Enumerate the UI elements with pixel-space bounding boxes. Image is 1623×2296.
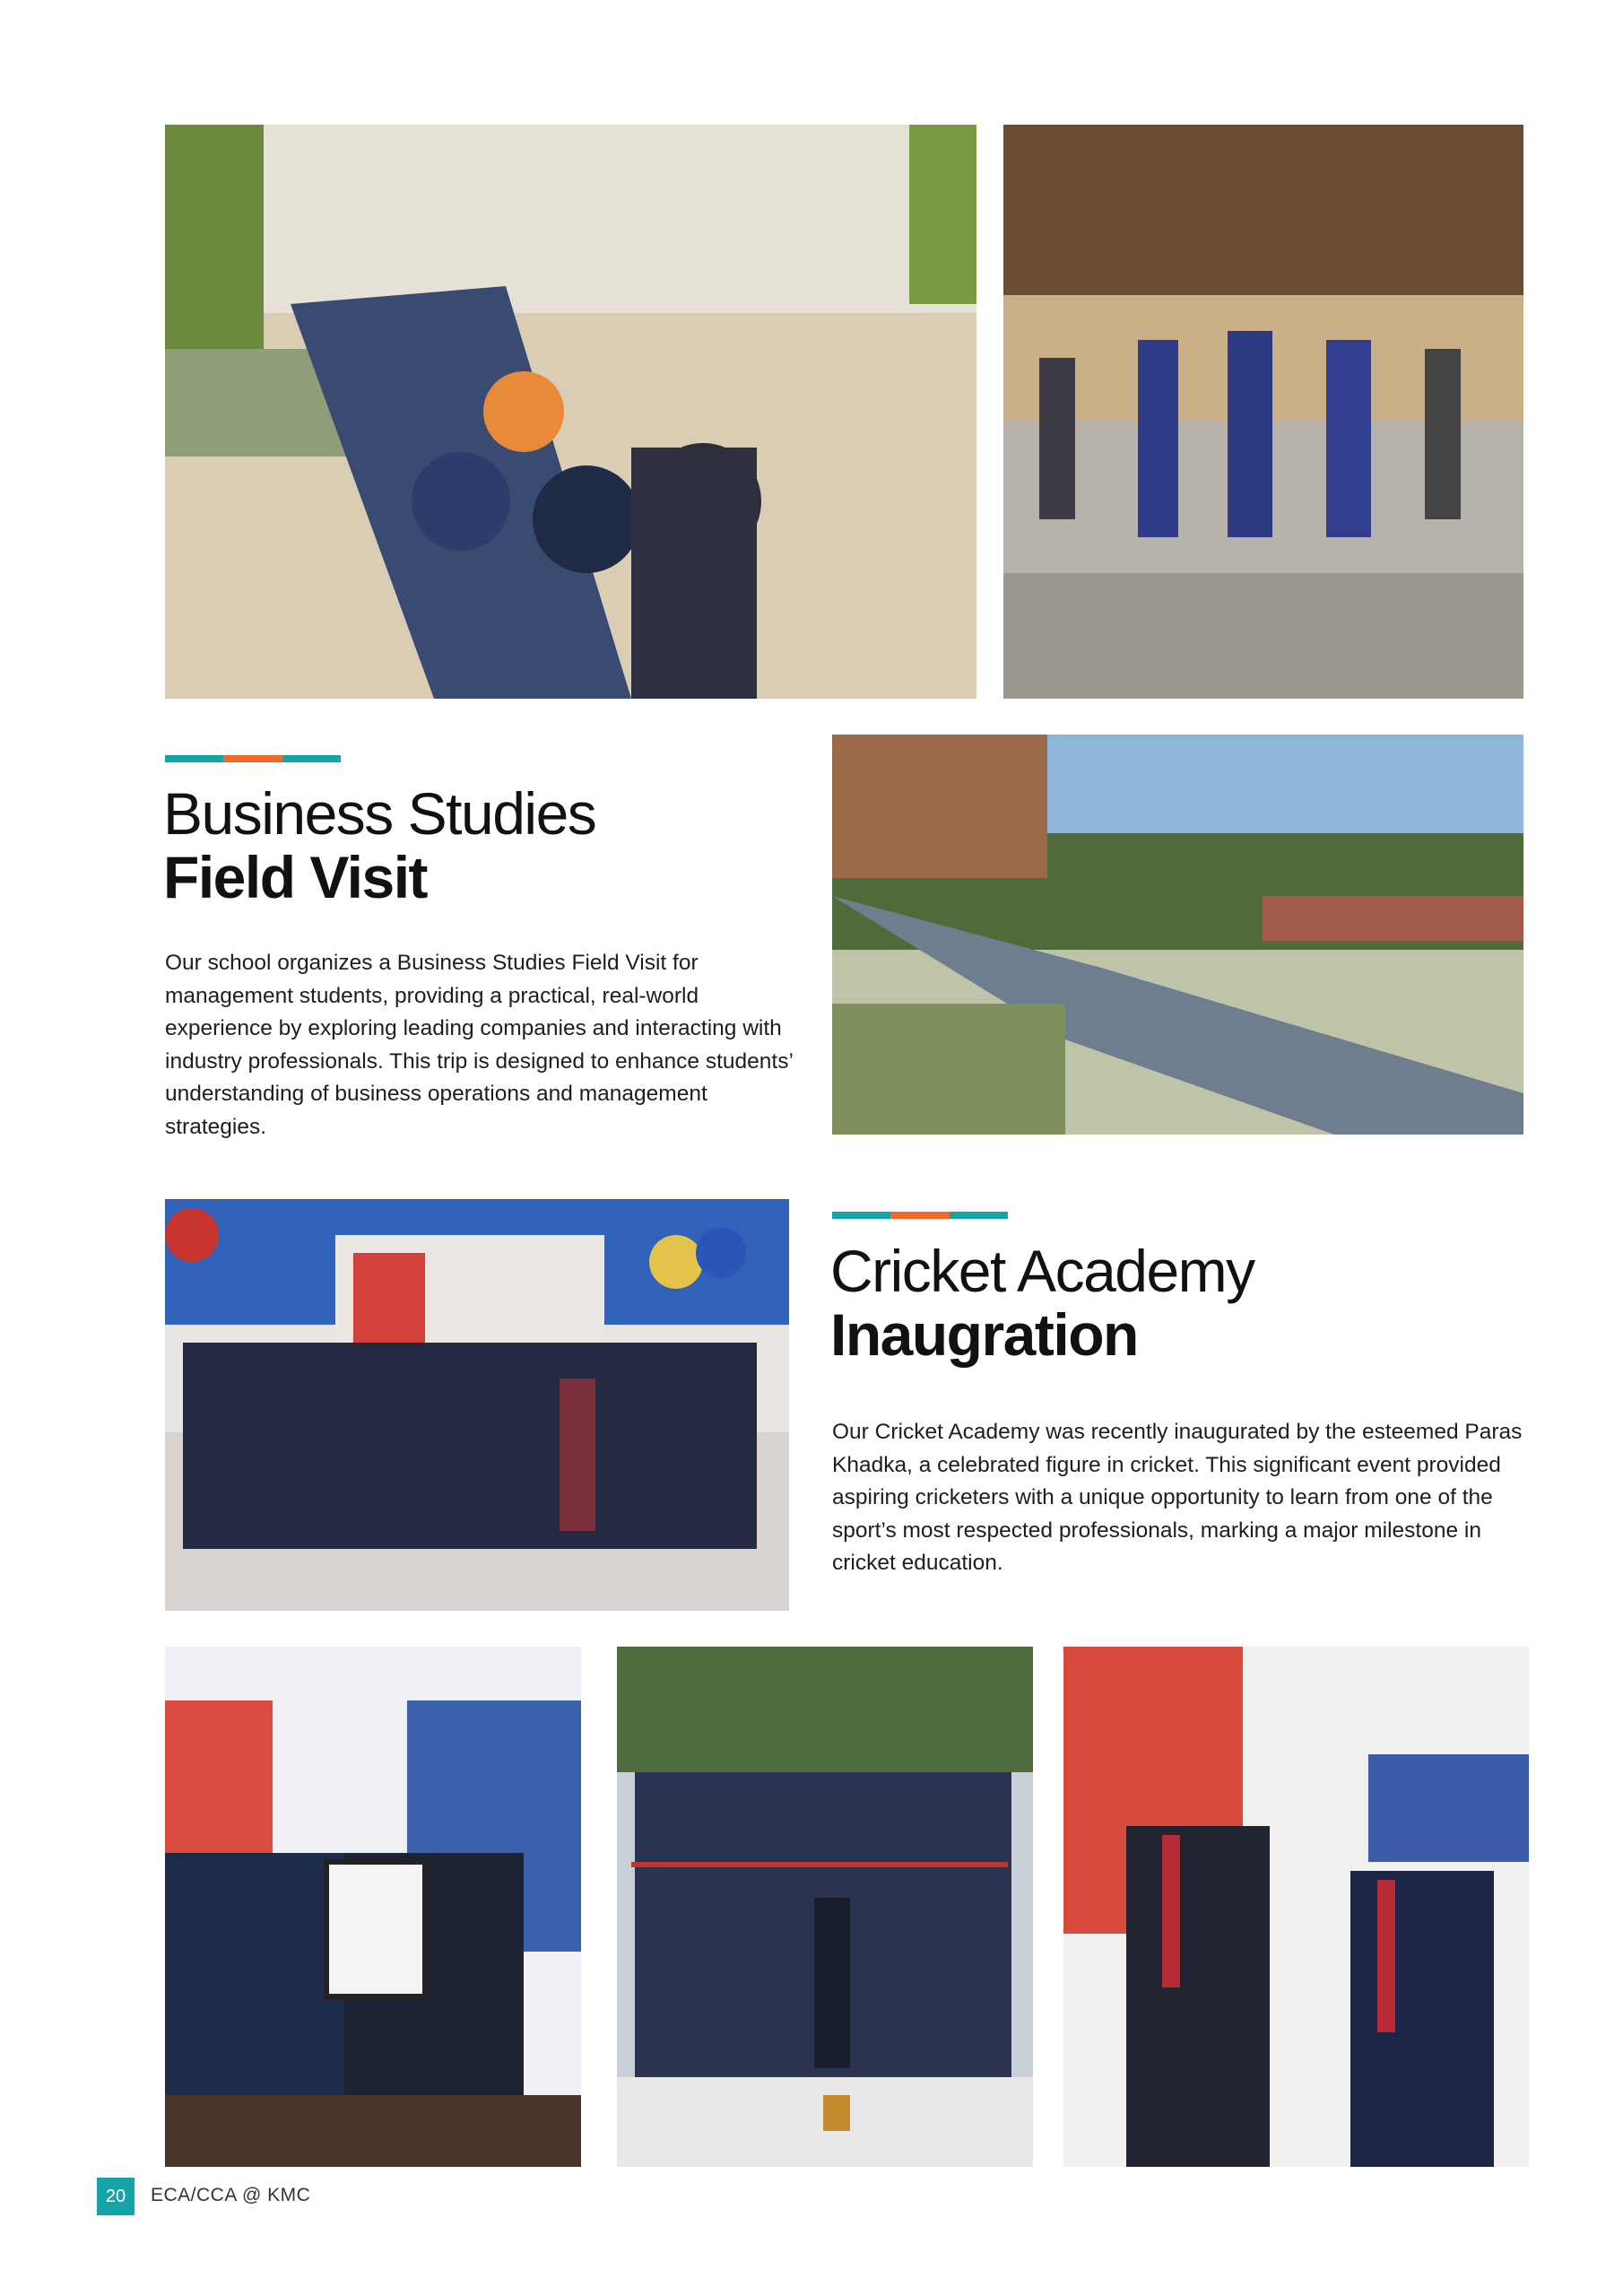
section-accent-bar	[832, 1212, 1008, 1219]
section-title-bold: Field Visit	[163, 844, 428, 911]
section-body-text: Our Cricket Academy was recently inaugurated by the esteemed Paras Khadka, a celebrated figure in cricket. This significant event provided aspiring cricketers with a unique opportunity to learn from one of the sport’s most respected professionals, marking a major milestone in cricket education.	[832, 1420, 1523, 1575]
section-title	[830, 1239, 1254, 1368]
photo-students-dancing	[1003, 125, 1523, 699]
section-accent-bar	[165, 755, 341, 762]
footer-label: ECA/CCA @ KMC	[151, 2185, 311, 2205]
section-title-light: Business Studies	[163, 780, 596, 847]
section-title-light: Cricket Academy	[830, 1238, 1254, 1304]
photo-group-bridge	[165, 125, 976, 699]
photo-guests-standing	[1063, 1647, 1529, 2167]
photo-portrait-presentation	[165, 1647, 581, 2167]
section-body-text: Our school organizes a Business Studies Field Visit for management students, providing a practical, real-world experience by exploring leading companies and interacting with industry professionals. This trip is designed to enhance students’ understanding of business operations and management strategies.	[165, 951, 794, 1139]
section-title-bold: Inaugration	[830, 1301, 1138, 1369]
photo-batting-net	[617, 1647, 1033, 2167]
photo-bridge-crossing	[832, 735, 1523, 1135]
section-title	[163, 782, 595, 910]
page-number: 20	[97, 2178, 135, 2215]
photo-inauguration-group	[165, 1199, 789, 1611]
